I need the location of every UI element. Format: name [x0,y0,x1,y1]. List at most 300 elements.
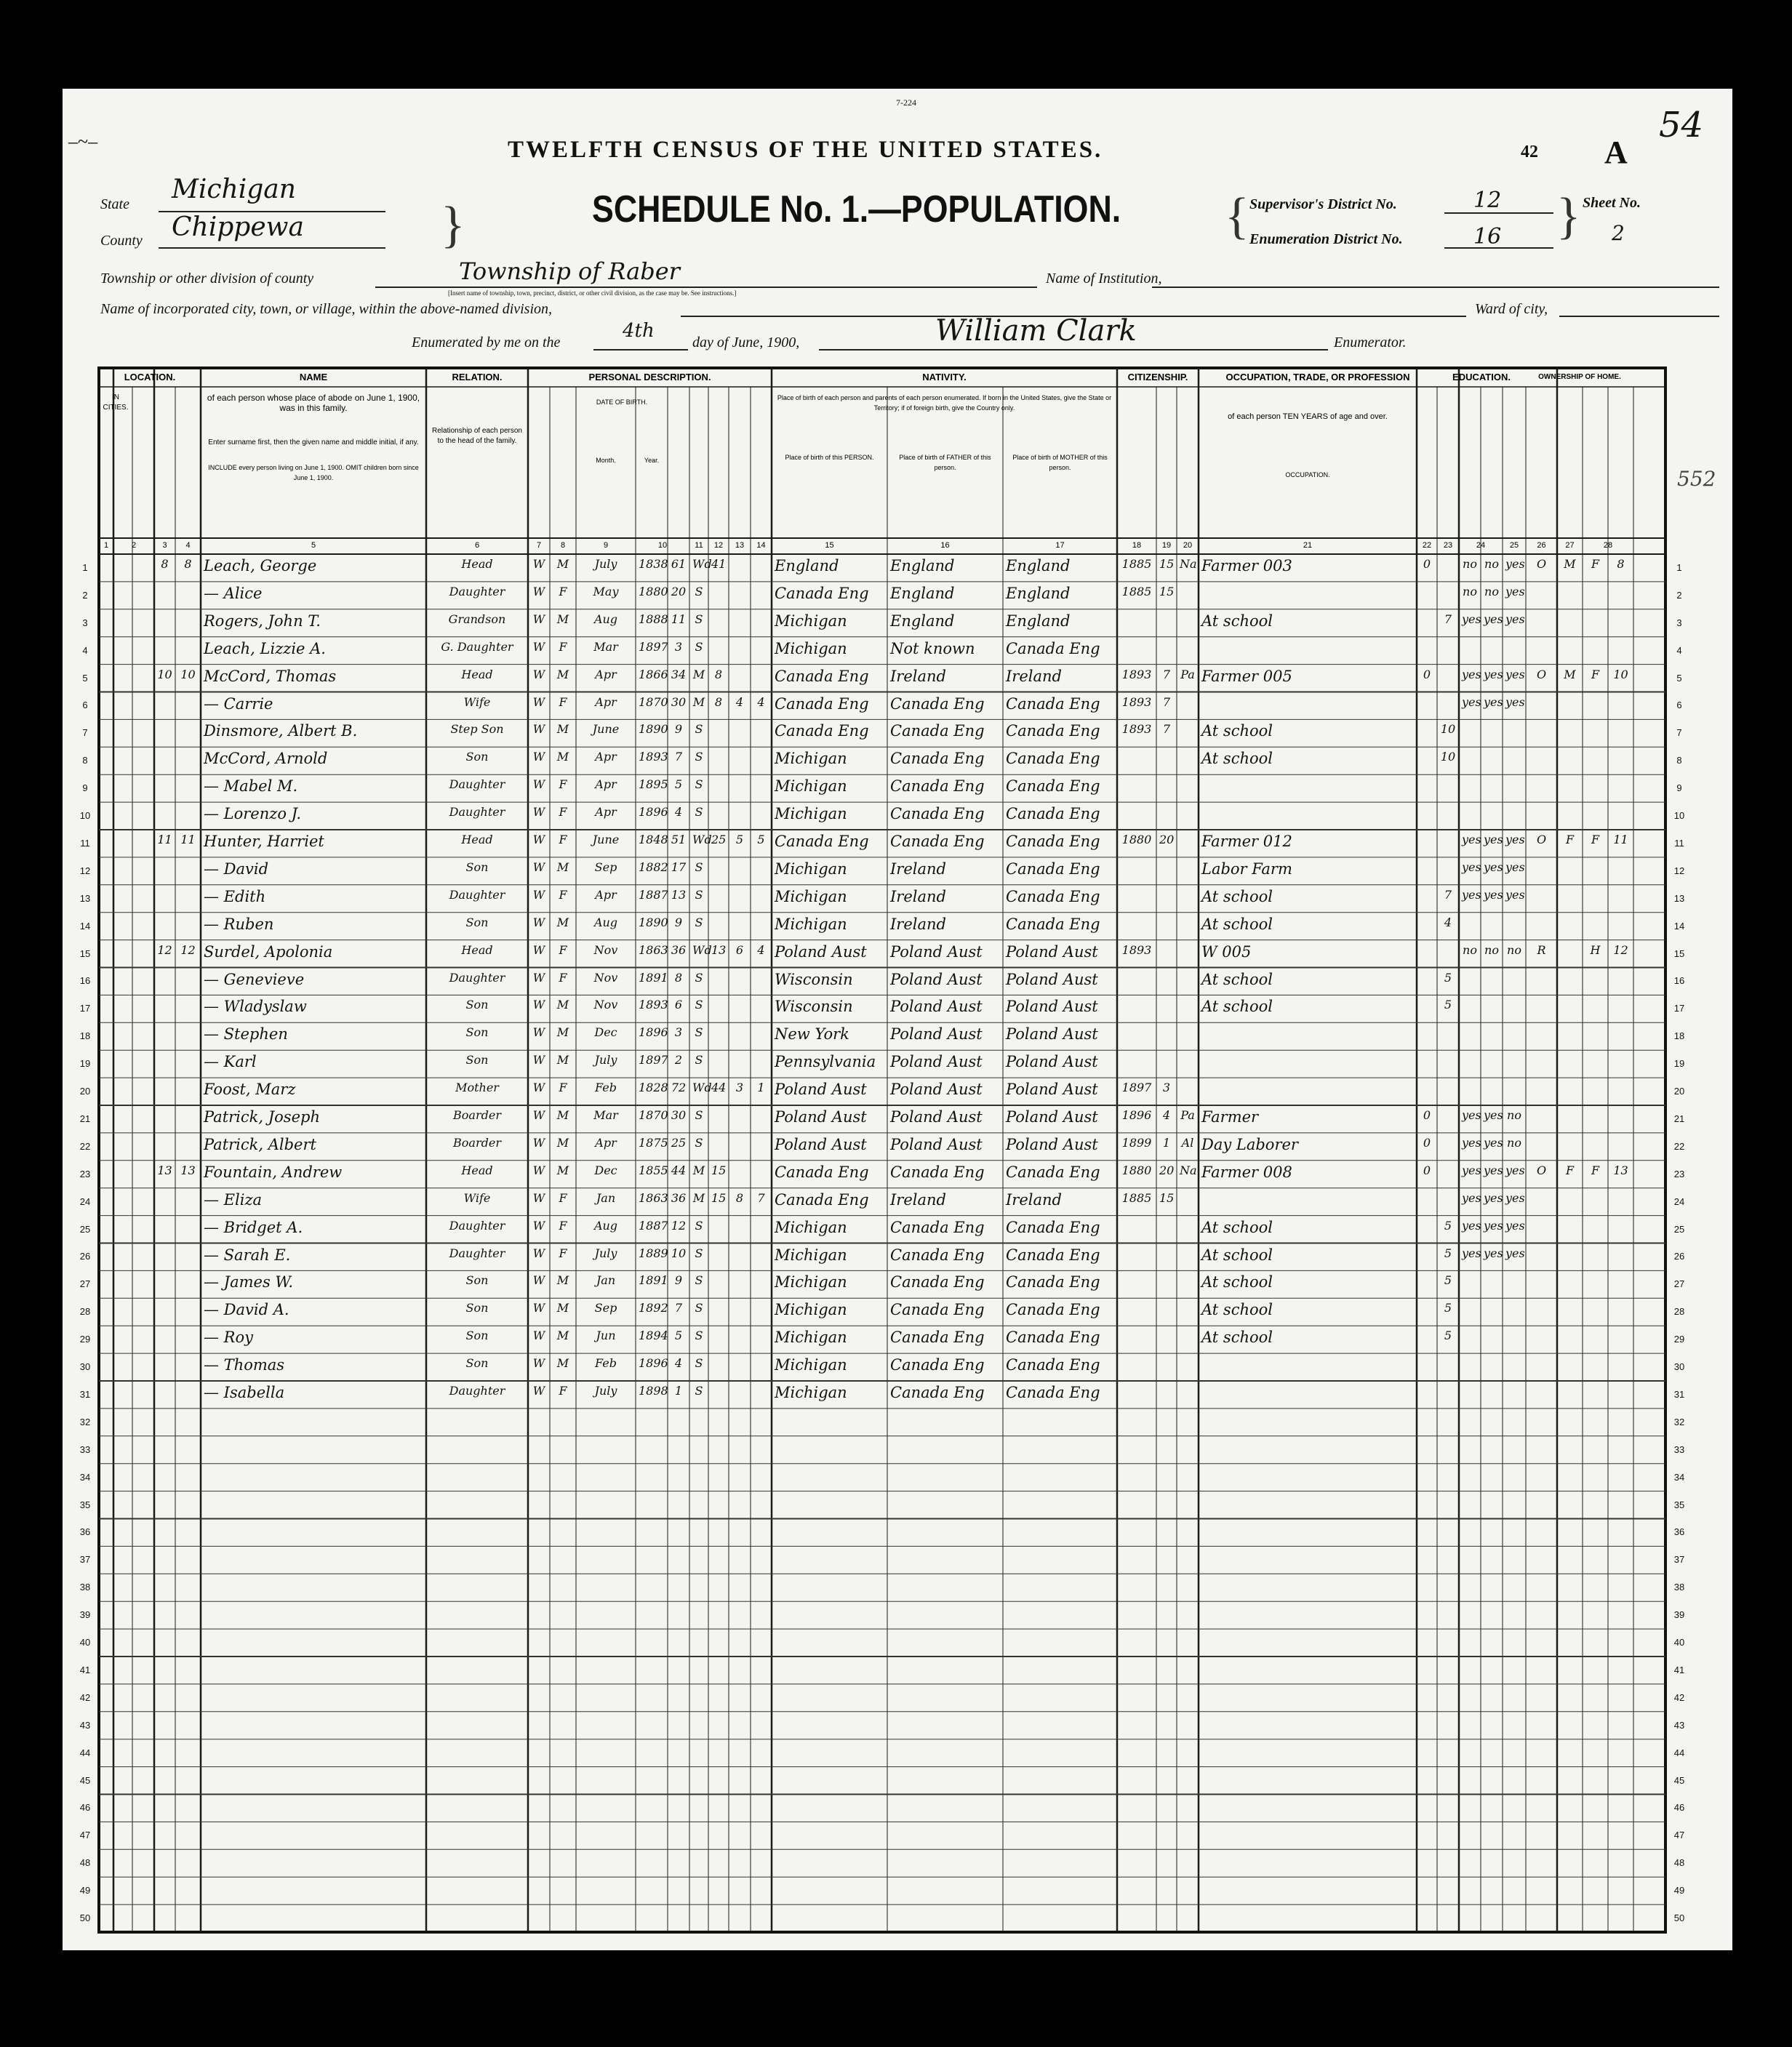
marital-status: Wd [692,1081,712,1095]
birth-month: Apr [595,667,617,681]
color: W [532,860,545,874]
column-number: 1 [103,541,109,550]
age: 44 [671,1163,687,1177]
birthplace-father: Poland Aust [890,942,983,961]
children-born: 8 [735,1190,744,1205]
row-number-left: 36 [79,1526,91,1538]
speaks-english: yes [1505,1190,1525,1205]
relation: Daughter [449,1384,505,1398]
person-name: Hunter, Harriet [204,833,324,850]
age: 9 [674,1273,683,1288]
age: 30 [671,1108,687,1122]
birth-year: 1887 [639,887,668,902]
family-number: 12 [180,942,196,957]
person-name: — Eliza [204,1190,263,1209]
can-read: yes [1462,612,1481,626]
state-value: Michigan [172,175,296,204]
birthplace-father: England [890,584,955,602]
row-number-right: 44 [1673,1747,1685,1758]
occupation: At school [1201,1273,1273,1291]
farm-schedule: 12 [1613,942,1628,957]
can-write: yes [1484,694,1503,709]
marital-status: S [695,1053,703,1067]
birth-month: Mar [593,1108,618,1122]
header-dob: DATE OF BIRTH. [596,398,648,406]
can-write: yes [1484,1246,1503,1260]
row-number-right: 49 [1673,1885,1685,1896]
age: 13 [671,887,687,902]
color: W [532,942,545,957]
state-county-brace: } [441,197,465,253]
row-number-left: 6 [82,700,88,711]
birth-year: 1891 [639,970,668,985]
marital-status: S [695,1329,703,1343]
column-number: 10 [657,541,668,550]
birth-month: July [594,1384,617,1398]
district-brace-right: } [1556,188,1581,244]
row-number-left: 4 [82,644,88,656]
marital-status: Wd [692,833,712,846]
sex: M [556,1135,569,1150]
years-in-us: 15 [1159,584,1175,598]
birth-month: Apr [595,887,617,902]
children-born: 4 [735,694,744,709]
marital-status: S [695,1025,703,1040]
birth-year: 1882 [639,860,668,874]
age: 12 [671,1218,687,1233]
birthplace-person: Michigan [775,777,847,796]
person-name: — David A. [204,1301,289,1319]
naturalization: Na [1180,1163,1197,1177]
free-mortgaged: F [1565,833,1575,846]
birth-year: 1848 [639,833,668,846]
birthplace-father: Ireland [890,667,946,685]
color: W [532,1384,545,1398]
occupation: Day Laborer [1201,1135,1298,1153]
speaks-english: yes [1505,667,1525,681]
enum-district-label: Enumeration District No. [1249,231,1403,247]
birthplace-father: Poland Aust [890,1053,983,1071]
relation: Son [465,1025,489,1040]
birthplace-mother: Canada Eng [1006,1246,1100,1264]
birthplace-father: Canada Eng [890,1218,985,1236]
sex: M [556,1273,569,1288]
birth-month: Apr [595,750,617,764]
birthplace-father: Canada Eng [890,1163,985,1181]
can-read: no [1463,584,1477,598]
sex: F [559,1081,567,1095]
corner-mark: –~– [68,131,98,152]
birthplace-mother: Poland Aust [1006,970,1098,988]
years-married: 44 [711,1081,727,1095]
dwelling-number: 13 [157,1163,172,1177]
birthplace-person: New York [775,1025,849,1043]
months-unemployed: 0 [1423,1163,1431,1177]
relation: Son [465,1329,489,1343]
color: W [532,557,545,571]
marital-status: S [695,1384,703,1398]
birthplace-mother: Poland Aust [1006,1025,1098,1043]
sheet-value: 2 [1612,221,1625,245]
column-number: 18 [1132,541,1142,550]
row-number-left: 21 [79,1113,91,1124]
birth-month: Nov [593,998,618,1012]
relation: Head [461,833,493,846]
birthplace-mother: Canada Eng [1006,1218,1100,1236]
years-in-us: 1 [1162,1135,1171,1150]
color: W [532,970,545,985]
birthplace-mother: Poland Aust [1006,1081,1098,1099]
can-write: yes [1484,1218,1503,1233]
age: 34 [671,667,687,681]
row-number-left: 46 [79,1802,91,1814]
birthplace-person: Wisconsin [775,970,853,988]
dwelling-number: 8 [161,557,169,571]
naturalization: Pa [1180,667,1195,681]
township-value: Township of Raber [459,257,680,285]
row-number-right: 28 [1673,1306,1685,1318]
months-school: 5 [1444,1329,1452,1343]
color: W [532,612,545,626]
birthplace-mother: England [1006,557,1071,574]
relation: Son [465,915,489,929]
years-in-us: 20 [1159,833,1175,846]
years-in-us: 7 [1162,694,1171,709]
header-name-instr: Enter surname first, then the given name and middle initial, if any. [208,438,419,446]
stamp-number: 54 [1659,105,1704,145]
can-write: yes [1484,1190,1503,1205]
birth-year: 1870 [639,694,668,709]
birthplace-father: Poland Aust [890,970,983,988]
marital-status: M [692,667,705,681]
row-number-left: 23 [79,1168,91,1179]
row-number-right: 4 [1676,644,1682,656]
birthplace-mother: Ireland [1006,1190,1062,1209]
person-name: — Isabella [204,1384,285,1401]
person-name: McCord, Thomas [204,667,337,685]
person-name: Fountain, Andrew [204,1163,343,1181]
relation: Mother [455,1081,499,1095]
row-number-left: 1 [82,561,88,573]
sex: M [556,722,569,737]
birthplace-father: Ireland [890,1190,946,1209]
column-number: 13 [735,541,745,550]
can-write: yes [1484,860,1503,874]
birth-month: Jan [596,1273,616,1288]
row-number-right: 5 [1676,672,1682,684]
free-mortgaged: F [1565,1163,1575,1177]
occupation: Farmer 008 [1201,1163,1292,1181]
years-married: 13 [711,942,727,957]
sex: F [559,1384,567,1398]
age: 9 [674,915,683,929]
age: 20 [671,584,687,598]
row-number-left: 26 [79,1251,91,1262]
person-name: — Bridget A. [204,1218,303,1236]
column-number: 3 [162,541,167,550]
birthplace-mother: Poland Aust [1006,1135,1098,1153]
age: 36 [671,942,687,957]
row-number-left: 41 [79,1664,91,1675]
row-number-right: 24 [1673,1195,1685,1207]
marital-status: S [695,998,703,1012]
age: 17 [671,860,687,874]
birth-year: 1863 [639,942,668,957]
birth-month: May [593,584,619,598]
page-number: 42 [1521,143,1538,161]
person-name: Patrick, Albert [204,1135,316,1153]
column-number: 7 [536,541,542,550]
birthplace-person: Michigan [775,1356,847,1374]
sex: F [559,1246,567,1260]
row-number-right: 17 [1673,1003,1685,1014]
age: 6 [674,998,683,1012]
color: W [532,584,545,598]
column-number: 25 [1509,541,1519,550]
birth-year: 1875 [639,1135,668,1150]
speaks-english: no [1507,1108,1521,1122]
years-in-us: 7 [1162,722,1171,737]
speaks-english: yes [1505,887,1525,902]
birthplace-mother: Ireland [1006,667,1062,685]
column-number: 14 [756,541,766,550]
marital-status: S [695,1135,703,1150]
months-school: 7 [1444,612,1452,626]
family-number: 11 [180,833,196,846]
speaks-english: yes [1505,612,1525,626]
immigration-year: 1880 [1121,1163,1152,1177]
sex: M [556,557,569,571]
person-name: Rogers, John T. [204,612,321,630]
person-name: — James W. [204,1273,293,1291]
birth-year: 1891 [639,1273,668,1288]
birth-year: 1893 [639,998,668,1012]
birthplace-father: Canada Eng [890,833,985,850]
row-number-right: 48 [1673,1857,1685,1869]
naturalization: Na [1180,557,1197,571]
supervisor-label: Supervisor's District No. [1249,196,1397,212]
farm-schedule: 8 [1617,557,1625,571]
relation: Grandson [448,612,506,626]
marital-status: S [695,639,703,654]
birthplace-person: Canada Eng [775,694,869,713]
months-school: 7 [1444,887,1452,902]
age: 72 [671,1081,687,1095]
birthplace-mother: Canada Eng [1006,722,1100,740]
birthplace-mother: Poland Aust [1006,1053,1098,1071]
can-read: yes [1462,1163,1481,1177]
birth-year: 1893 [639,750,668,764]
age: 25 [671,1135,687,1150]
enumerator-label: Enumerator. [1334,335,1407,350]
column-number: 16 [940,541,950,550]
marital-status: S [695,612,703,626]
children-born: 6 [735,942,744,957]
months-school: 4 [1444,915,1452,929]
header-name-instr2: INCLUDE every person living on June 1, 1900. OMIT children born since June 1, 1900. [208,464,419,481]
speaks-english: yes [1505,860,1525,874]
ward-label: Ward of city, [1475,301,1548,317]
person-name: — Alice [204,584,263,602]
marital-status: S [695,970,703,985]
months-school: 10 [1440,722,1456,737]
birthplace-mother: Canada Eng [1006,1356,1100,1374]
sex: M [556,667,569,681]
header-relation-desc: Relationship of each person to the head of the family. [432,427,522,445]
relation: Son [465,860,489,874]
owned-rented: O [1536,557,1547,571]
birth-year: 1896 [639,1025,668,1040]
sex: F [559,777,567,792]
census-sheet [63,89,1732,1950]
row-number-left: 20 [79,1086,91,1097]
sheet-letter: A [1604,135,1628,170]
row-number-left: 49 [79,1885,91,1896]
marital-status: S [695,887,703,902]
speaks-english: yes [1505,1163,1525,1177]
months-school: 5 [1444,1301,1452,1315]
marital-status: S [695,860,703,874]
column-number: 21 [1303,541,1313,550]
birthplace-person: Michigan [775,639,847,657]
birth-year: 1898 [639,1384,668,1398]
birth-month: July [594,1053,617,1067]
column-number: 22 [1422,541,1432,550]
row-number-right: 14 [1673,920,1685,932]
birthplace-person: Wisconsin [775,998,853,1016]
speaks-english: yes [1505,584,1525,598]
birth-year: 1863 [639,1190,668,1205]
speaks-english: yes [1505,694,1525,709]
birthplace-father: Canada Eng [890,1246,985,1264]
age: 5 [674,1329,683,1343]
header-education: EDUCATION. [1452,372,1511,382]
owned-rented: R [1537,942,1546,957]
birth-year: 1896 [639,805,668,820]
column-number: 5 [311,541,316,550]
person-name: — Wladyslaw [204,998,307,1016]
sex: M [556,1053,569,1067]
speaks-english: yes [1505,1218,1525,1233]
row-number-left: 28 [79,1306,91,1318]
sex: F [559,584,567,598]
relation: Son [465,1053,489,1067]
county-value: Chippewa [172,212,304,242]
color: W [532,1246,545,1260]
relation: Daughter [449,970,505,985]
birthplace-father: England [890,612,955,630]
row-number-left: 33 [79,1443,91,1455]
sex: M [556,998,569,1012]
sex: F [559,833,567,846]
color: W [532,1025,545,1040]
speaks-english: yes [1505,1246,1525,1260]
owned-rented: O [1536,667,1547,681]
occupation: Farmer 012 [1201,833,1292,850]
birth-month: Aug [593,612,618,626]
relation: Boarder [453,1108,501,1122]
row-number-left: 12 [79,865,91,876]
color: W [532,722,545,737]
marital-status: M [692,1163,705,1177]
row-number-right: 19 [1673,1058,1685,1070]
birthplace-person: Michigan [775,750,847,768]
birth-month: Nov [593,970,618,985]
age: 61 [671,557,687,571]
color: W [532,1163,545,1177]
birthplace-mother: Canada Eng [1006,1273,1100,1291]
header-pob-father: Place of birth of FATHER of this person. [899,454,991,471]
row-number-right: 35 [1673,1499,1685,1510]
birthplace-person: Michigan [775,1301,847,1319]
birthplace-father: Canada Eng [890,1356,985,1374]
birthplace-father: Poland Aust [890,1081,983,1099]
age: 9 [674,722,683,737]
supervisor-value: 12 [1473,188,1502,213]
color: W [532,1218,545,1233]
naturalization: Pa [1180,1108,1195,1122]
occupation: Farmer [1201,1108,1259,1126]
occupation: Labor Farm [1201,860,1292,878]
column-number: 24 [1476,541,1486,550]
color: W [532,998,545,1012]
birth-month: Sep [594,1301,617,1315]
can-write: yes [1484,1163,1503,1177]
relation: G. Daughter [441,639,513,654]
color: W [532,1329,545,1343]
row-number-right: 11 [1674,837,1684,849]
birthplace-person: Michigan [775,1218,847,1236]
birthplace-mother: Canada Eng [1006,833,1100,850]
age: 7 [674,1301,683,1315]
birthplace-mother: Canada Eng [1006,777,1100,796]
color: W [532,1190,545,1205]
months-school: 5 [1444,1246,1452,1260]
immigration-year: 1893 [1121,694,1152,709]
birthplace-person: Michigan [775,1273,847,1291]
person-name: Dinsmore, Albert B. [204,722,358,740]
birthplace-person: England [775,557,839,574]
birth-year: 1888 [639,612,668,626]
dwelling-number: 12 [157,942,172,957]
speaks-english: yes [1505,833,1525,846]
person-name: — Edith [204,887,266,905]
immigration-year: 1893 [1121,942,1152,957]
header-pob-person: Place of birth of this PERSON. [785,454,874,461]
birthplace-person: Michigan [775,915,847,933]
birth-year: 1890 [639,722,668,737]
birthplace-father: Canada Eng [890,1384,985,1401]
color: W [532,1356,545,1371]
row-number-right: 10 [1673,810,1685,822]
family-number: 13 [180,1163,196,1177]
birthplace-mother: Poland Aust [1006,998,1098,1016]
can-write: yes [1484,833,1503,846]
row-number-left: 18 [79,1030,91,1042]
birthplace-mother: England [1006,584,1071,602]
column-number: 19 [1161,541,1172,550]
children-born: 5 [735,833,744,846]
can-read: yes [1462,694,1481,709]
color: W [532,915,545,929]
row-number-right: 12 [1673,865,1685,876]
birth-year: 1828 [639,1081,668,1095]
age: 3 [674,639,683,654]
birthplace-person: Michigan [775,612,847,630]
years-in-us: 7 [1162,667,1171,681]
column-number: 12 [713,541,724,550]
row-number-right: 25 [1673,1223,1685,1235]
